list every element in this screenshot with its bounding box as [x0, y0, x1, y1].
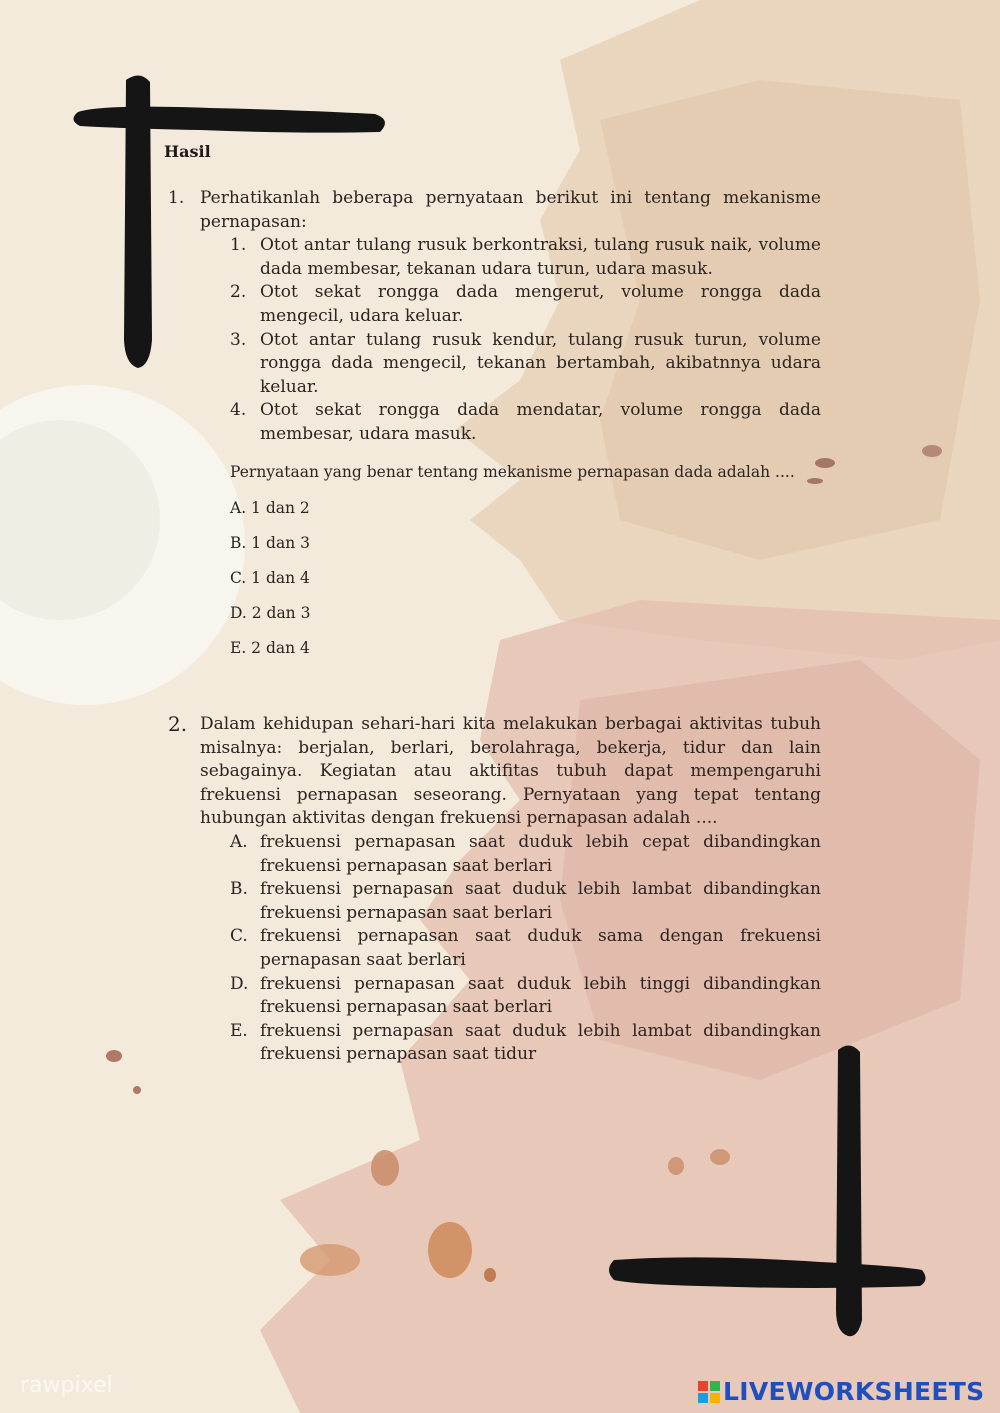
watermark: rawpixel	[20, 1373, 113, 1398]
option-text: frekuensi pernapasan saat duduk lebih lambat dibandingkan frekuensi pernapasan saat tidur	[260, 1020, 821, 1065]
statement-number: 2.	[230, 282, 247, 303]
statement-number: 4.	[230, 400, 247, 421]
statement-item	[230, 329, 821, 400]
option-letter: A.	[230, 831, 248, 852]
statement-item	[230, 281, 821, 328]
answer-option-item[interactable]	[230, 973, 821, 1020]
answer-option-item[interactable]	[230, 831, 821, 878]
option-text: frekuensi pernapasan saat duduk lebih cepat dibandingkan frekuensi pernapasan saat berlari	[260, 831, 821, 876]
liveworksheets-logo[interactable]	[698, 1377, 984, 1406]
option-letter: E.	[230, 1020, 248, 1041]
question-1	[168, 187, 821, 447]
question-2-number: 2.	[168, 712, 188, 736]
statement-number: 1.	[230, 235, 247, 256]
answer-option-e[interactable]: E. 2 dan 4	[230, 639, 310, 657]
question-1-stem: Perhatikanlah beberapa pernyataan berikut ini tentang mekanisme pernapasan:	[200, 188, 821, 232]
answer-option-a[interactable]: A. 1 dan 2	[230, 499, 310, 517]
option-text: frekuensi pernapasan saat duduk sama dengan frekuensi pernapasan saat berlari	[260, 926, 821, 970]
statement-item	[230, 399, 821, 446]
question-1-prompt: Pernyataan yang benar tentang mekanisme pernapasan dada adalah ....	[230, 463, 795, 481]
statement-item	[230, 234, 821, 281]
question-2	[168, 713, 821, 1067]
question-2-stem: Dalam kehidupan sehari-hari kita melakukan berbagai aktivitas tubuh misalnya: berjalan, berlari, berolahraga, bekerja, tidur dan lain sebagainya. Kegiatan atau aktifitas tubuh dapat mempengaruhi frekuensi pernapasan seseorang. Pernyataan yang tepat tentang hubungan aktivitas dengan frekuensi pernapasan adalah ....	[200, 714, 821, 829]
option-text: frekuensi pernapasan saat duduk lebih lambat dibandingkan frekuensi pernapasan saat berlari	[260, 879, 821, 923]
option-letter: D.	[230, 973, 249, 994]
answer-option-c[interactable]: C. 1 dan 4	[230, 569, 310, 587]
liveworksheets-icon	[698, 1381, 720, 1403]
option-text: frekuensi pernapasan saat duduk lebih tinggi dibandingkan frekuensi pernapasan saat berlari	[260, 973, 821, 1018]
answer-option-item[interactable]	[230, 878, 821, 925]
option-letter: B.	[230, 879, 248, 900]
statement-text: Otot antar tulang rusuk kendur, tulang rusuk turun, volume rongga dada mengecil, tekanan bertambah, akibatnnya udara keluar.	[260, 329, 821, 397]
statement-text: Otot sekat rongga dada mendatar, volume rongga dada membesar, udara masuk.	[260, 400, 821, 444]
statement-text: Otot antar tulang rusuk berkontraksi, tulang rusuk naik, volume dada membesar, tekanan udara turun, udara masuk.	[260, 235, 821, 279]
logo-text: LIVEWORKSHEETS	[723, 1377, 985, 1406]
question-1-number: 1.	[168, 188, 185, 208]
statement-number: 3.	[230, 329, 247, 350]
option-letter: C.	[230, 926, 248, 947]
answer-option-item[interactable]	[230, 1020, 821, 1067]
answer-option-d[interactable]: D. 2 dan 3	[230, 604, 311, 622]
answer-option-b[interactable]: B. 1 dan 3	[230, 534, 310, 552]
answer-option-item[interactable]	[230, 925, 821, 972]
statement-text: Otot sekat rongga dada mengerut, volume rongga dada mengecil, udara keluar.	[260, 282, 821, 326]
section-heading: Hasil	[164, 142, 211, 161]
